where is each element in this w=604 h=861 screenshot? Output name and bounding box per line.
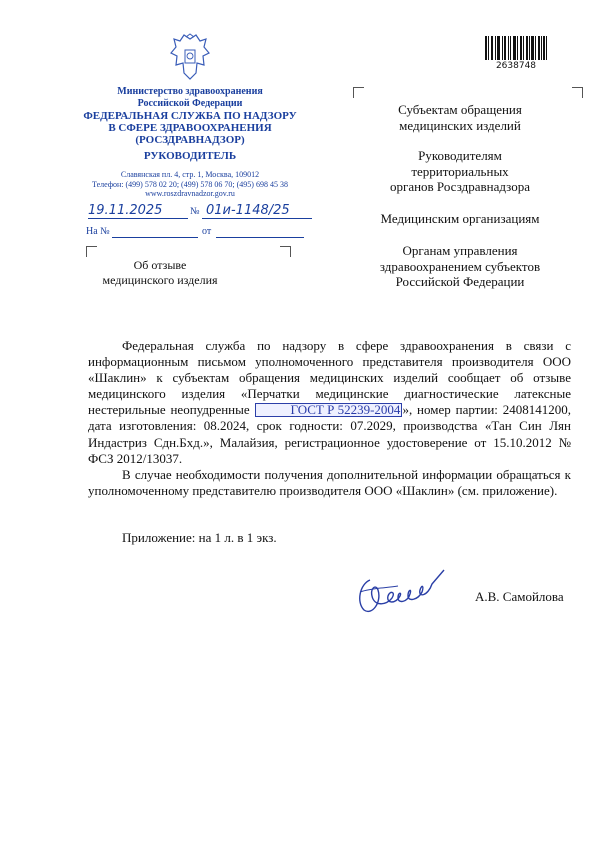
recipient-3-line-1: Медицинским организациям xyxy=(380,211,540,226)
letter-body xyxy=(88,338,571,499)
contact-block xyxy=(60,170,320,199)
website: www.roszdravnadzor.gov.ru xyxy=(145,189,235,198)
recipient-2 xyxy=(345,148,575,195)
recipient-4-line-3: Российской Федерации xyxy=(395,274,525,289)
recipient-3 xyxy=(345,211,575,227)
paragraph-1-start: Федеральная служба по надзору в сфере здравоохранения в связи с информационным письмом уполномоченного представителя производителя ООО «Шаклин» к субъектам обращения медицинских изделий сообщает об отзыве медицинского изделия «Перчатки медицинские диагностические латексные нестерильные неопудренные xyxy=(88,338,571,418)
phones: Телефон: (499) 578 02 20; (499) 578 06 70; (495) 698 45 38 xyxy=(92,179,288,189)
service-line-3: (РОСЗДРАВНАДЗОР) xyxy=(135,134,245,146)
subject-corner-right xyxy=(280,246,291,257)
ministry-name xyxy=(70,86,310,110)
number-sign: № xyxy=(190,206,200,217)
reply-to-line xyxy=(112,237,198,238)
recipient-corner-left xyxy=(353,87,364,98)
subject-corner-left xyxy=(86,246,97,257)
recipient-4-line-2: здравоохранением субъектов xyxy=(379,258,541,274)
handwritten-signature xyxy=(352,562,472,622)
service-line-1: ФЕДЕРАЛЬНАЯ СЛУЖБА ПО НАДЗОРУ xyxy=(83,110,297,122)
ministry-line-2: Российской Федерации xyxy=(137,98,243,109)
subject-line-1: Об отзыве xyxy=(133,258,187,272)
service-name xyxy=(55,110,325,146)
address: Славянская пл. 4, стр. 1, Москва, 109012 xyxy=(120,170,260,179)
body-paragraph-1 xyxy=(88,338,571,467)
coat-of-arms-emblem xyxy=(168,33,212,83)
recipient-2-line-1: Руководителям xyxy=(418,148,502,163)
number-line xyxy=(202,218,312,219)
reply-to-label: На № xyxy=(86,226,110,237)
reply-from-label: от xyxy=(202,226,212,237)
ministry-line-1: Министерство здравоохранения xyxy=(117,86,263,97)
recipient-2-line-3: органов Росздравнадзора xyxy=(389,179,531,194)
registration-number: 01и-1148/25 xyxy=(206,203,290,218)
paragraph-1-end: », номер партии: 2408141200, дата изготовления: 08.2024, срок годности: 07.2029, производства «Тан Син Лян Индастриз Сдн.Бхд.», Малайзия, регистрационное удостоверение от 15.10.2012 № ФСЗ 2012/13037. xyxy=(88,402,572,466)
recipient-1-line-2: медицинских изделий xyxy=(399,117,521,133)
subject-line-2: медицинского изделия xyxy=(102,273,218,287)
date-line xyxy=(88,218,188,219)
barcode-number: 2638748 xyxy=(495,61,537,71)
attachment-note: Приложение: на 1 л. в 1 экз. xyxy=(122,530,277,545)
registration-date: 19.11.2025 xyxy=(88,203,163,218)
recipient-1-line-1: Субъектам обращения xyxy=(398,102,522,117)
reply-from-line xyxy=(216,237,304,238)
gost-reference: ГОСТ Р 52239-2004 xyxy=(255,403,403,417)
recipient-4-line-1: Органам управления xyxy=(402,243,518,258)
body-paragraph-2: В случае необходимости получения дополнительной информации обращаться к уполномоченному представителю производителя ООО «Шаклин» (см. приложение). xyxy=(88,466,571,498)
subject xyxy=(90,258,230,288)
barcode xyxy=(485,36,547,60)
signatory-name: А.В. Самойлова xyxy=(475,589,564,604)
head-title: РУКОВОДИТЕЛЬ xyxy=(143,150,237,162)
recipient-1 xyxy=(345,102,575,133)
recipient-corner-right xyxy=(572,87,583,98)
recipient-2-line-2: территориальных xyxy=(411,163,509,179)
recipient-4 xyxy=(345,243,575,290)
service-line-2: В СФЕРЕ ЗДРАВООХРАНЕНИЯ xyxy=(108,122,272,134)
